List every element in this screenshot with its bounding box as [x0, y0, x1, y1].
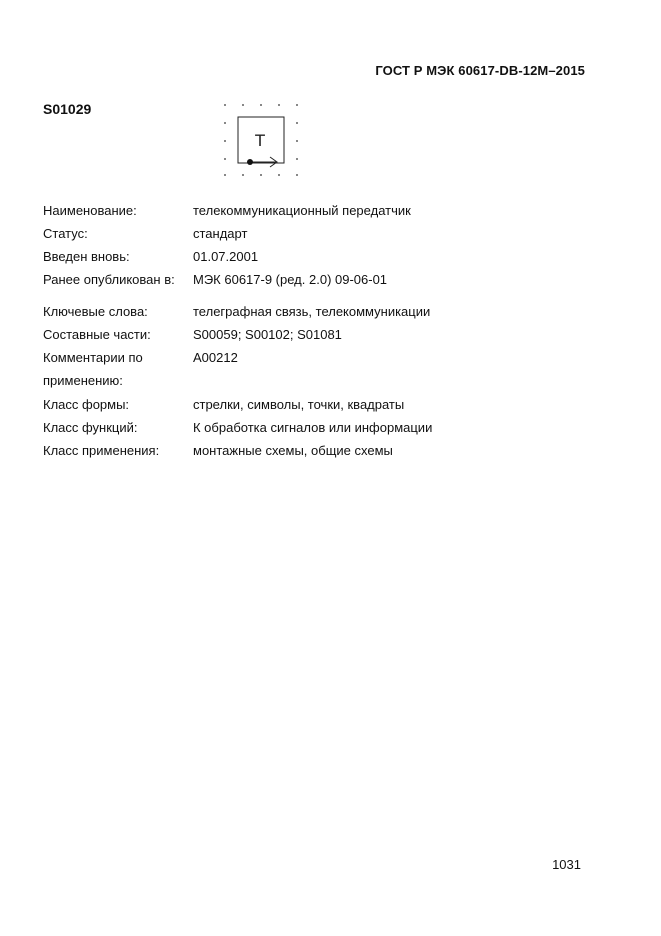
field-label: Ранее опубликован в: — [43, 272, 175, 287]
field-value: телеграфная связь, телекоммуникации — [193, 304, 431, 319]
field-value: стрелки, символы, точки, квадраты — [193, 397, 405, 412]
field-label: Статус: — [43, 226, 88, 241]
field-label: Введен вновь: — [43, 249, 130, 264]
field-value: телекоммуникационный передатчик — [193, 203, 411, 218]
field-value: монтажные схемы, общие схемы — [193, 443, 393, 458]
field-label: Составные части: — [43, 327, 151, 342]
connection-dot — [247, 159, 253, 165]
field-label: применению: — [43, 373, 123, 388]
symbol-graphic — [220, 100, 302, 178]
field-value: стандарт — [193, 226, 248, 241]
symbol-letter: T — [255, 131, 265, 150]
field-label: Класс формы: — [43, 397, 130, 412]
document-header: ГОСТ Р МЭК 60617-DB-12M–2015 — [375, 63, 585, 78]
field-label: Класс функций: — [43, 420, 138, 435]
field-value: S00059; S00102; S01081 — [193, 327, 342, 342]
field-label: Класс применения: — [43, 443, 160, 458]
symbol-code: S01029 — [43, 101, 92, 117]
field-label: Комментарии по — [43, 350, 143, 365]
page-number: 1031 — [552, 857, 581, 872]
field-value: К обработка сигналов или информации — [193, 420, 433, 435]
field-value: 01.07.2001 — [193, 249, 259, 264]
field-label: Наименование: — [43, 203, 137, 218]
field-value: МЭК 60617-9 (ред. 2.0) 09-06-01 — [193, 272, 388, 287]
field-value: A00212 — [193, 350, 238, 365]
field-label: Ключевые слова: — [43, 304, 148, 319]
